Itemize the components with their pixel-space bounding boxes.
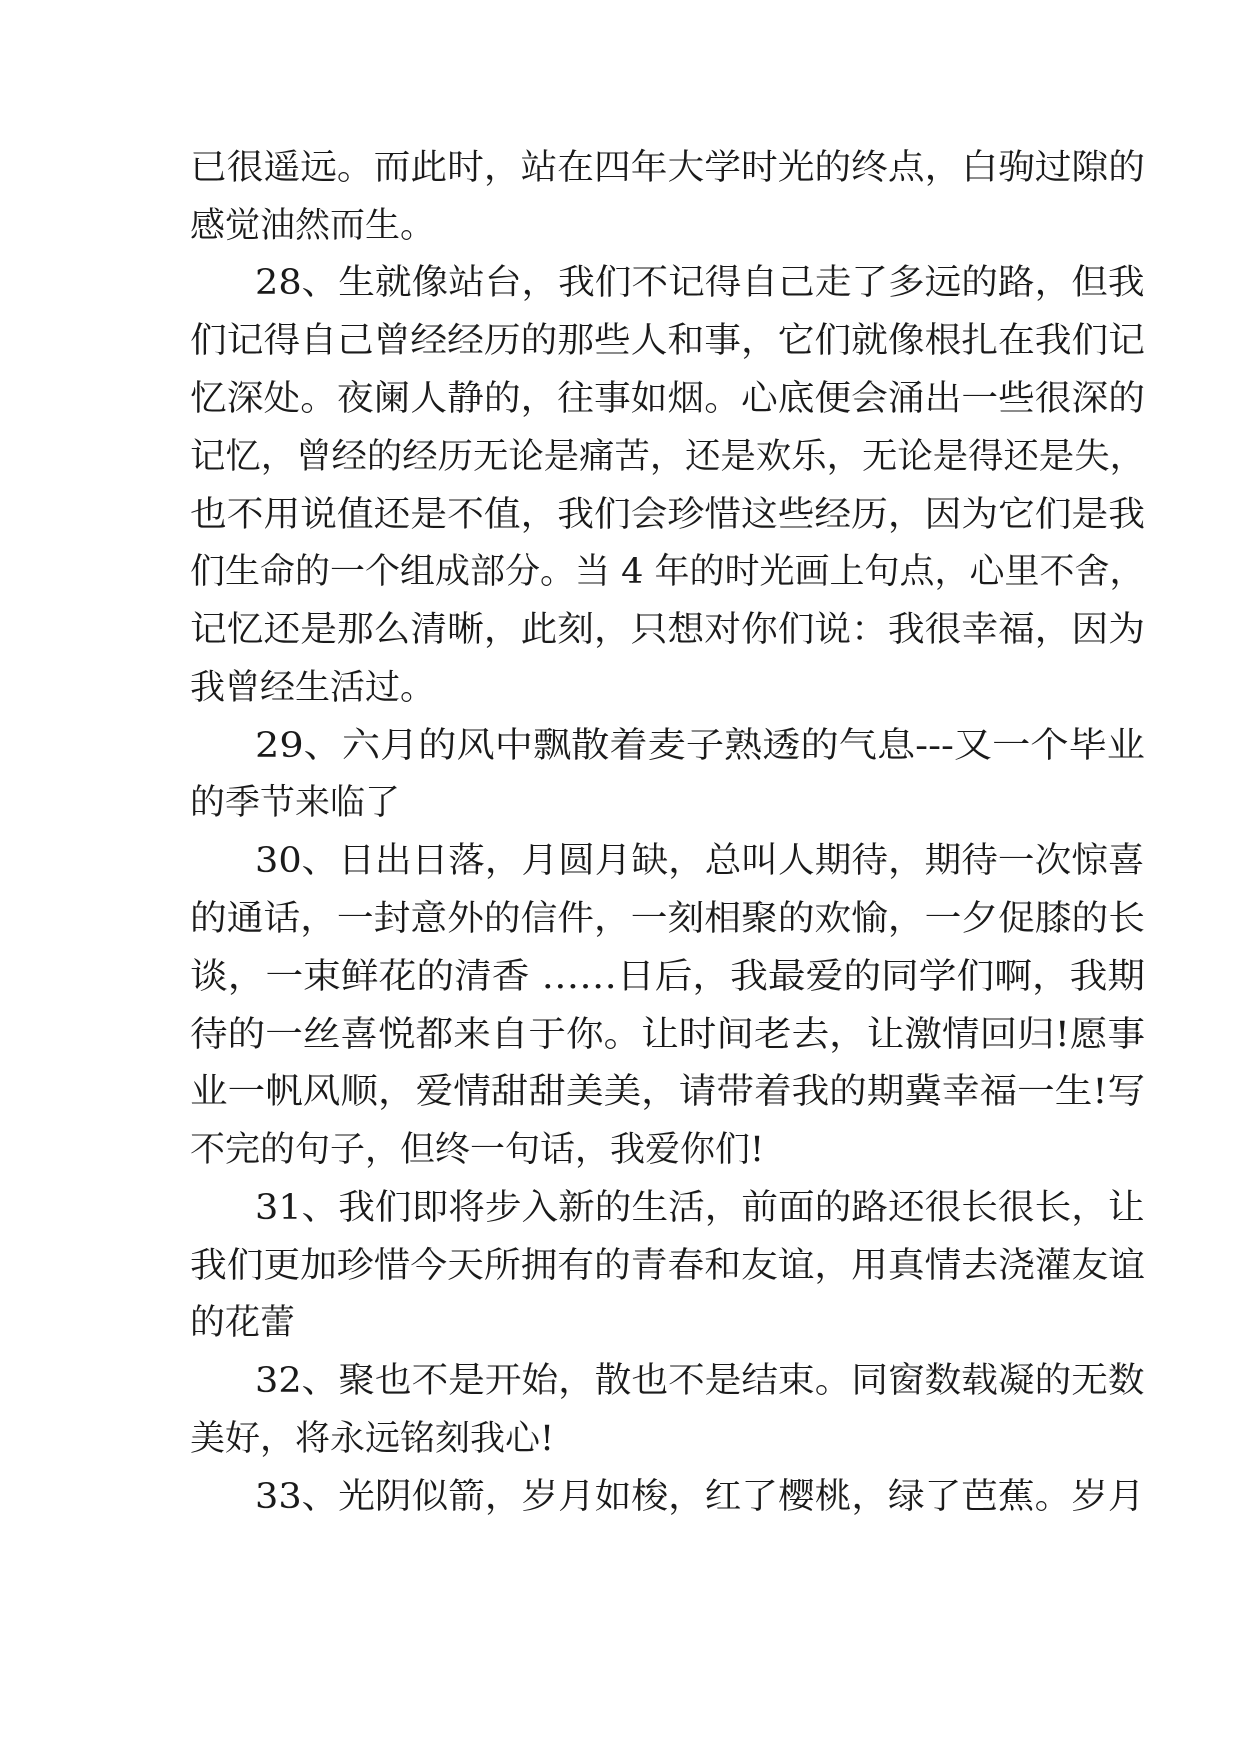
text-line: 30、日出日落，月圆月缺，总叫人期待，期待一次惊喜	[255, 841, 1145, 881]
text-line: 感觉油然而生。	[190, 206, 436, 246]
text-line: 业一帆风顺，爱情甜甜美美，请带着我的期冀幸福一生!写	[190, 1072, 1146, 1112]
text-line: 31、我们即将步入新的生活，前面的路还很长很长，让	[255, 1188, 1145, 1228]
text-line: 们生命的一个组成部分。当 4 年的时光画上句点，心里不舍，	[190, 552, 1145, 592]
text-line: 也不用说值还是不值，我们会珍惜这些经历，因为它们是我	[190, 495, 1146, 535]
text-line: 不完的句子，但终一句话，我爱你们!	[190, 1130, 765, 1170]
text-line: 我曾经生活过。	[190, 668, 436, 708]
text-line: 我们更加珍惜今天所拥有的青春和友谊，用真情去浇灌友谊	[190, 1246, 1146, 1286]
text-line: 29、六月的风中飘散着麦子熟透的气息---又一个毕业	[255, 726, 1146, 766]
text-line: 33、光阴似箭，岁月如梭，红了樱桃，绿了芭蕉。岁月	[255, 1477, 1145, 1517]
text-line: 美好，将永远铭刻我心!	[190, 1419, 555, 1459]
text-line: 28、生就像站台，我们不记得自己走了多远的路，但我	[255, 263, 1145, 303]
text-line: 忆深处。夜阑人静的，往事如烟。心底便会涌出一些很深的	[190, 379, 1146, 419]
text-line: 记忆还是那么清晰，此刻，只想对你们说：我很幸福，因为	[190, 610, 1146, 650]
text-line: 待的一丝喜悦都来自于你。让时间老去，让激情回归!愿事	[190, 1015, 1146, 1055]
text-line: 32、聚也不是开始，散也不是结束。同窗数载凝的无数	[255, 1361, 1145, 1401]
text-line: 谈，一束鲜花的清香 ……日后，我最爱的同学们啊，我期	[190, 957, 1146, 997]
text-line: 的季节来临了	[190, 783, 401, 823]
text-line: 的通话，一封意外的信件，一刻相聚的欢愉，一夕促膝的长	[190, 899, 1146, 939]
text-line: 已很遥远。而此时，站在四年大学时光的终点，白驹过隙的	[190, 148, 1146, 188]
text-line: 记忆，曾经的经历无论是痛苦，还是欢乐，无论是得还是失，	[190, 437, 1146, 477]
text-line: 的花蕾	[190, 1303, 296, 1343]
text-line: 们记得自己曾经经历的那些人和事，它们就像根扎在我们记	[190, 321, 1146, 361]
